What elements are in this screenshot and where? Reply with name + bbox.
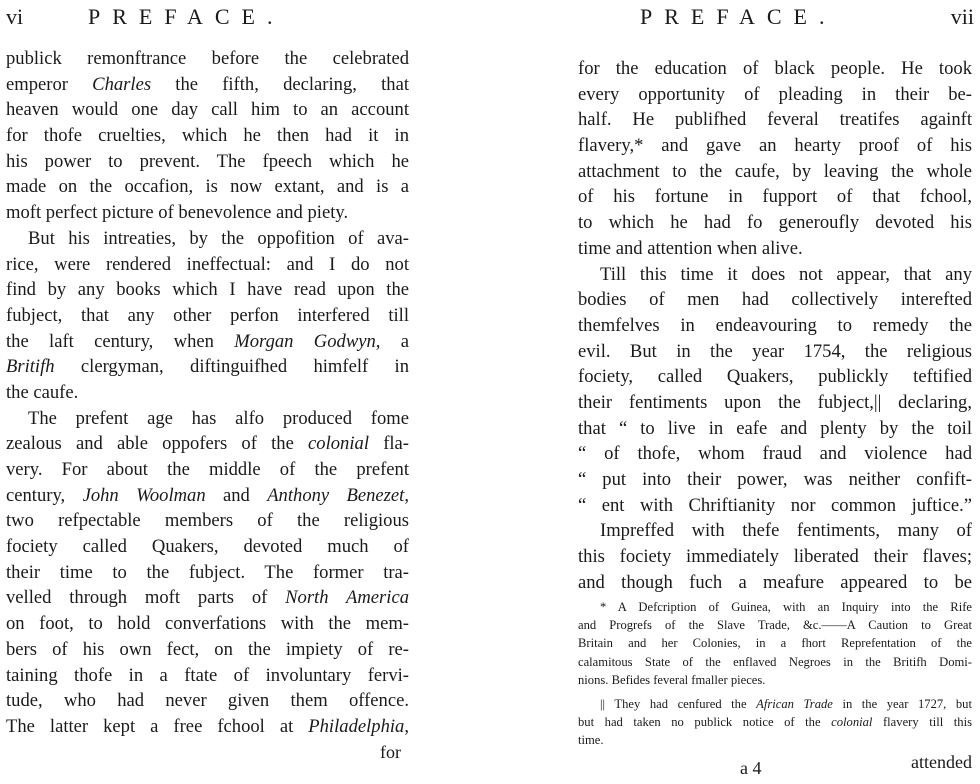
- footnote-line: nions. Befides feveral fmaller pieces.: [578, 672, 766, 687]
- text-line: fociety, called Quakers, publickly teftified: [578, 366, 972, 388]
- left-body-text: [6, 46, 409, 740]
- text-line: But his intreaties, by the oppofition of ava-: [28, 227, 409, 249]
- text-line: publick remonftrance before the celebrated: [6, 48, 409, 69]
- text-line: attachment to the caufe, by leaving the whole: [578, 160, 972, 182]
- left-catchword: for: [380, 742, 401, 762]
- left-page: [0, 0, 415, 784]
- text-line: rice, were rendered ineffectual: and I do not: [6, 253, 409, 275]
- text-line: of his fortune in fupport of that fchool,: [578, 186, 972, 208]
- text-line: velled through moft parts of North America: [6, 587, 409, 609]
- text-line: for thofe cruelties, which he then had it in: [6, 125, 409, 147]
- text-line: every opportunity of pleading in their be-: [578, 83, 972, 105]
- text-line: heaven would one day call him to an account: [6, 99, 409, 121]
- text-line: Impreffed with thefe fentiments, many of: [600, 520, 972, 542]
- right-catchword: attended: [911, 752, 972, 772]
- left-page-header: [0, 2, 415, 32]
- text-line: half. He publifhed feveral treatifes againft: [578, 109, 972, 131]
- text-line: fociety called Quakers, devoted much of: [6, 536, 409, 558]
- text-line: century, John Woolman and Anthony Benezet,: [6, 484, 409, 506]
- footnotes: [578, 598, 972, 750]
- footnote-line: and Progrefs of the Slave Trade, &c.——A Caution to Great: [578, 618, 972, 633]
- text-line: Britifh clergyman, diftinguifhed himfelf in: [6, 356, 409, 378]
- text-line: tude, who had never given them offence.: [6, 690, 409, 712]
- text-line: his power to prevent. The fpeech which he: [6, 150, 409, 172]
- left-running-head: PREFACE.: [88, 4, 285, 29]
- text-line: “ ent with Chriftianity nor common juftice.”: [578, 494, 972, 516]
- text-line: zealous and able oppofers of the colonial fla-: [6, 433, 410, 455]
- right-page-number: vii: [950, 4, 974, 29]
- text-line: The prefent age has alfo produced fome: [28, 407, 409, 429]
- text-line: taining thofe in a ftate of involuntary fervi-: [6, 664, 409, 686]
- text-line: this fociety immediately liberated their flaves;: [578, 546, 972, 568]
- footnote-line: calamitous State of the enflaved Negroes in the Britifh Domi-: [578, 654, 972, 669]
- text-line: “ put into their power, was neither confift-: [578, 469, 972, 490]
- text-line: made on the occafion, is now extant, and is a: [6, 176, 409, 198]
- footnote-line: Britain and her Colonies, in a fhort Reprefentation of the: [578, 636, 972, 651]
- signature-mark: a 4: [740, 758, 762, 778]
- text-line: flavery,* and gave an hearty proof of his: [578, 135, 972, 157]
- text-line: time and attention when alive.: [578, 237, 803, 259]
- text-line: two refpectable members of the religious: [6, 510, 409, 532]
- text-line: the laft century, when Morgan Godwyn, a: [6, 330, 409, 352]
- text-line: fubject, that any other perfon interfered till: [6, 304, 409, 326]
- text-line: to which he had fo generoufly devoted his: [578, 212, 972, 234]
- text-line: the caufe.: [6, 381, 79, 403]
- text-line: on foot, to hold converfations with the mem-: [6, 613, 409, 635]
- text-line: that “ to live in eafe and plenty by the toil: [578, 417, 972, 439]
- text-line: and though fuch a meafure appeared to be: [578, 571, 972, 593]
- right-page-header: [560, 2, 980, 32]
- footnote-line: but had taken no publick notice of the colonial flavery till this: [578, 715, 972, 730]
- right-body-text: [578, 56, 972, 595]
- footnote-line: time.: [578, 733, 604, 748]
- text-line: bodies of men had collectively interefted: [578, 289, 972, 311]
- text-line: themfelves in endeavouring to remedy the: [578, 314, 972, 336]
- text-line: evil. But in the year 1754, the religious: [578, 340, 972, 362]
- text-line: their time to the fubject. The former tra-: [6, 561, 409, 583]
- text-line: for the education of black people. He took: [578, 58, 972, 79]
- text-line: very. For about the middle of the prefent: [6, 459, 409, 480]
- text-line: bers of his own fect, on the impiety of re-: [6, 638, 409, 660]
- text-line: The latter kept a free fchool at Philadelphia,: [6, 715, 409, 737]
- footnote-line: * A Defcription of Guinea, with an Inquiry into the Rife: [600, 600, 972, 614]
- text-line: emperor Charles the fifth, declaring, that: [6, 73, 409, 95]
- footnote-line: || They had cenfured the African Trade in the year 1727, but: [600, 696, 972, 711]
- text-line: their fentiments upon the fubject,|| declaring,: [578, 391, 972, 413]
- text-line: Till this time it does not appear, that any: [600, 263, 972, 285]
- left-page-number: vi: [6, 4, 24, 29]
- text-line: “ of thofe, whom fraud and violence had: [578, 443, 972, 465]
- right-page: [560, 0, 980, 784]
- right-running-head: PREFACE.: [640, 4, 837, 29]
- text-line: moft perfect picture of benevolence and piety.: [6, 202, 349, 224]
- text-line: find by any books which I have read upon the: [6, 279, 409, 301]
